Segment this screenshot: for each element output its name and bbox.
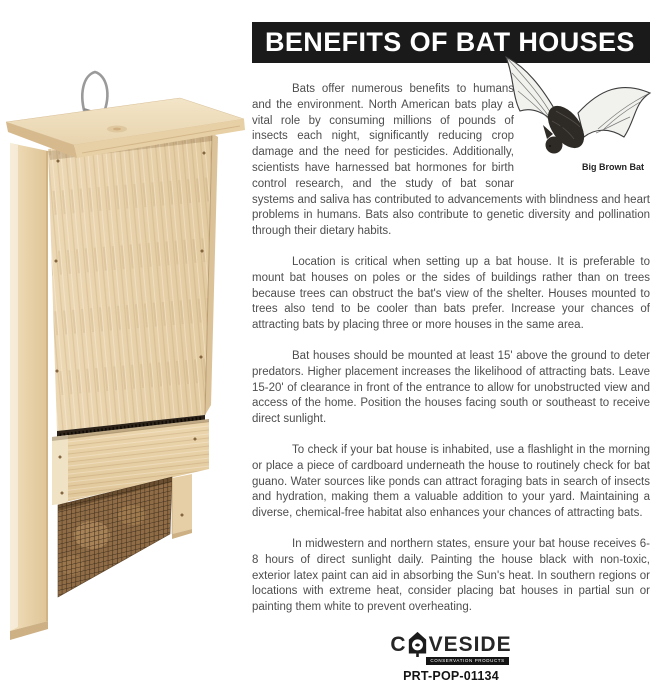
bat-figure <box>522 82 650 182</box>
brand-tagline: CONSERVATION PRODUCTS <box>426 657 508 665</box>
bat-caption: Big Brown Bat <box>582 162 644 172</box>
bat-house-illustration <box>2 64 248 646</box>
paragraph-benefits: Bats offer numerous benefits to humans and the environment. North American bats play a vital role by consuming millions of pounds of insects each night, significantly reducing crop damage and the need for pesticides. Additionally, scientists have harnessed bat hormones for birth control research, and the study of bat sonar systems and saliva has contributed to advancements with blindness and heart problems in humans. Bats also contribute to genetic diversity and pollination through their dietary habits. <box>252 83 650 238</box>
front-panel <box>48 133 218 431</box>
product-photo <box>2 64 248 646</box>
article <box>252 82 650 683</box>
content-column <box>252 0 650 683</box>
birdhouse-icon <box>407 631 428 657</box>
paragraph-inspection: To check if your bat house is inhabited, use a flashlight in the morning or place a piece of cardboard underneath the house to routinely check for bat guano. Water sources like ponds can attract foraging bats in search of insects and hydration, making them a valuable addition to your yard. Maintaining a diverse, chemical-free habitat also enhances your chances of attracting bats. <box>252 443 650 520</box>
brand-logo <box>390 631 511 665</box>
right-post <box>172 474 192 539</box>
side-rail <box>10 143 48 640</box>
paragraph-location: Location is critical when setting up a bat house. It is preferable to mount bat houses on poles or the sides of buildings rather than on trees because trees can obstruct the bat's view of the shelter. Houses mounted to trees also tend to be cooler than bats prefer. Increase your chances of attracting bats by placing three or more houses in the same area. <box>252 255 650 332</box>
brand-suffix: VESIDE <box>428 632 512 656</box>
product-code: PRT-POP-01134 <box>403 668 499 683</box>
page-title: BENEFITS OF BAT HOUSES <box>265 27 635 57</box>
paragraph-mounting-height: Bat houses should be mounted at least 15' above the ground to deter predators. Higher placement increases the likelihood of attracting bats. Leave 15-20' of clearance in front of the entrance to allow for unobstructed view and access of the home. Position the houses facing south or southeast to receive direct sunlight. <box>252 349 650 426</box>
brand-prefix: C <box>390 632 407 656</box>
paragraph-sunlight: In midwestern and northern states, ensure your bat house receives 6-8 hours of direct sunlight daily. Painting the house black with non-toxic, exterior latex paint can aid in absorbing the Sun's heat. In southern regions or locations with extreme heat, consider placing bat houses in partial sun or painting them white to prevent overheating. <box>252 537 650 614</box>
footer <box>252 631 650 683</box>
